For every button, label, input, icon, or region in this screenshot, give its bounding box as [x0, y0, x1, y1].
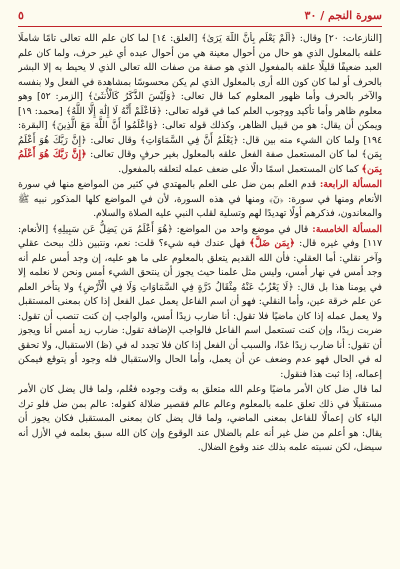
text-segment: لما قال ضل كان الأمر ماضيًا وعلم الله متعلق به وقت وجوده فعُلم، ولما قال يضل كان الأمر مستقبلًا في ذلك تعلق علمه بالمعلوم وعالم عالم فقصير ضلالة كقوله: [18, 384, 382, 410]
text-segment: [الأنعام: ١١٧] وفي غيره قال: [18, 223, 382, 249]
highlighted-text: ﴿بِمَن ضَلَّ﴾ [249, 238, 295, 249]
text-segment: ﴿إِنَّ رَبَّكَ هُوَ أَعْلَمُ بِمَن﴾ [18, 134, 382, 160]
highlighted-text: المسألة الرابعة: [316, 179, 382, 190]
highlighted-text: المسألة الخامسة: [308, 223, 382, 235]
text-segment: عالم بمن ضل [52, 398, 108, 410]
text-segment: ﴿فَاعْلَمْ أَنَّهُ لَا إِلَٰهَ إِلَّا اللَّهُ﴾ [65, 105, 162, 117]
text-segment: قال في موضع واحد من المواضع: [172, 223, 309, 235]
page-header [18, 6, 382, 24]
paragraph [18, 178, 382, 222]
header-divider [18, 26, 382, 27]
surah-title: سورة النجم / ٣٠ [304, 8, 382, 22]
text-segment: [العلق: ١٤] لما كان علم الله تعالى تامًا شاملًا علقه بالمعلول الذي هو حال من أحوال معينة هي من أحوال عبده أي غير حرف، ولما كان علم العبد ضعيفًا قليلًا علقه بالمفعول الذي هو صفة من صفات الله تعالى الذي لا يحيط به إلا البشر بالحرف أو لما كان كون الله أرى بالمعلول الذي لم يكن محسوسًا بمشاهدة في الفعل ولا بنفسه والآخر بالحرف وأما ظهور المعلوم كما قال تعالى: [18, 33, 382, 102]
text-segment: قدم العلم بمن ضل على العلم بالمهتدي في كثير من المواضع منها في سورة الأنعام ومنها في سورة: [18, 179, 382, 205]
text-segment: ﴿هُوَ أَعْلَمُ مَن يَضِلُّ عَن سَبِيلِهِ﴾ [52, 223, 173, 235]
text-segment: ﴿وَلَيْسَ الذَّكَرُ كَالْأُنثَىٰ﴾ [87, 91, 176, 102]
text-segment: لما كان المستعمل صفة الفعل علقه بالمعلول بغير حرفٍ وقال تعالى: [86, 149, 362, 160]
highlighted-text: ﴿إِنَّ رَبَّكَ هُوَ أَعْلَمُ بِمَن﴾ [18, 149, 382, 175]
text-segment: ﴿لَا يَعْزُبُ عَنْهُ مِثْقَالُ ذَرَّةٍ فِي السَّمَاوَاتِ وَلَا فِي الْأَرْضِ﴾ [77, 281, 294, 293]
text-segment: ومنها في هذه السورة، لأن في المواضع كلها المذكور نبيه ﷺ والمعاندون، فذكرهم أولًا تهديدًا لهم وتسلية لقلب النبي عليه الصلاة والسلام. [18, 193, 382, 219]
text-segment: كما كان المستعمل اسمًا دالًا على ضعف عمله لتعلقه بالمفعول. [118, 163, 362, 175]
text-segment: [البقرة: ١٩٤] ولما كان الشيء منه بين قال: [18, 120, 382, 146]
text-segment: ﴿نٓ﴾ [269, 193, 284, 205]
paragraph [18, 32, 382, 177]
text-segment: [محمد: ١٩] ويمكن أن يقال: هو من قبيل الظاهر، وكذلك قوله تعالى: [18, 105, 382, 131]
paragraph [18, 383, 382, 456]
text-segment: فلو ترك الباء كان إعمالًا للفاعل بمعنى الماضي، ولما قال يضل كان بمعنى المستقبل فكان يجوز أن يقال: هو أعلم من ضل غير أنه علم بالضلال عند الوقوع وإن كان الله سبق بعلمه في الأزل أنه سيضل، لكن نسبته علمه بذلك عند وقوع الضلال. [18, 398, 382, 453]
text-segment: فهل عندك فيه شيء؟ قلت: نعم، ونتبين ذلك ببحث عقلي وآخر نقلي: أما العقلي: فأن الله القديم يتعلق بالمعلوم على ما هو عليه، إن وجد أمس علم أنه وجد أمس في نهار أمس، وليس مثل علمنا حيث يجوز أن ينتحق الشيء أمس ونحن لا نعلمه إلا في يومنا هذا بل قال: [18, 238, 382, 293]
page-number: ٥ [18, 8, 24, 22]
text-segment: [النازعات: ٢٠] وقال: [295, 33, 382, 44]
text-segment: ولا يتأخر العلم عن علم خرقة عين، وأما النقلي: فهو أن اسم الفاعل يعمل عمل الفعل إذا كان بمعنى المستقبل ولا يعمل عمله إذا كان ماضيًا فلا تقول: أنا ضارب زيدًا أمس، والواجب إن كنت تنصب أن تقول: ضربت زيدًا، وإن كنت تستعمل اسم الفاعل فالواجب الإضافة تقول: ضارب زيد أمس أنا ويجوز أن تقول: أنا ضارب زيدًا غدًا، والسبب أن الفعل إذا كان فلا تجدد له في (ظ) الاستقبال، ولا تحقق له في الحال فهو عدم وضعف عن أن يعمل، وأما الحال والاستقبال فله وجود أو يتوقع فيمكن إعماله، إذا ثبت هذا فنقول: [18, 281, 382, 380]
text-segment: ﴿يَعْلَمُ أَنَّ فِي السَّمَاوَاتِ﴾ [140, 134, 239, 146]
text-segment: ﴿أَلَمْ يَعْلَم بِأَنَّ اللَّهَ يَرَىٰ﴾ [201, 33, 296, 44]
body-text [18, 32, 382, 561]
text-segment: وقال تعالى: [86, 134, 141, 146]
text-segment: ﴿وَاعْلَمُوا أَنَّ اللَّهَ مَعَ الَّذِينَ﴾ [51, 120, 159, 131]
paragraph [18, 223, 382, 383]
text-segment: [الزمر: ٥٢] وهو معلوم ظاهر وأما تأكيد ووجوب العلم كما في قوله تعالى: [18, 91, 382, 117]
